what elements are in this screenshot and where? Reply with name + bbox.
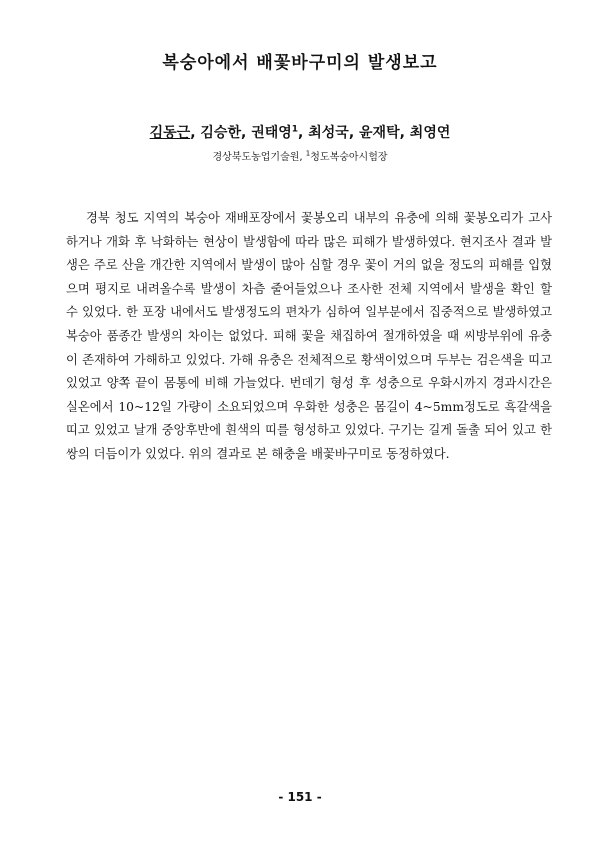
author-name: 윤재탁 — [359, 125, 400, 141]
affiliation-main: 경상북도농업기술원, — [212, 152, 306, 163]
abstract-paragraph: 경북 청도 지역의 복숭아 재배포장에서 꽃봉오리 내부의 유충에 의해 꽃봉오리가 고사하거나 개화 후 낙화하는 현상이 발생함에 따라 많은 피해가 발생하였다. 현지조사 결과 발생은 주로 산을 개간한 지역에서 발생이 많아 심할 경우 꽃이 거의 없을 정도의 피해를 입혔으며 평지로 내려올수록 발생이 차츰 줄어들었으나 조사한 전체 지역에서 발생을 확인 할 수 있었다. 한 포장 내에서도 발생정도의 편차가 심하여 일부분에서 집중적으로 발생하였고 복숭아 품종간 발생의 차이는 없었다. 피해 꽃을 채집하여 절개하였을 때 씨방부위에 유충이 존재하여 가해하고 있었다. 가해 유충은 전체적으로 황색이었으며 두부는 검은색을 띠고 있었고 양쪽 끝이 몸통에 비해 가늘었다. 번데기 형성 후 성충으로 우화시까지 경과시간은 실온에서 10~12일 가량이 소요되었으며 우화한 성충은 몸길이 4~5mm정도로 흑갈색을 띠고 있었고 날개 중앙후반에 흰색의 띠를 형성하고 있었다. 구기는 길게 돌출 되어 있고 한 쌍의 더듬이가 있었다. 위의 결과로 본 해충을 배꽃바구미로 동정하였다. — [66, 211, 552, 461]
author-separator: , — [348, 125, 360, 141]
author-separator: , — [399, 125, 410, 141]
author-separator: , — [190, 125, 201, 141]
author-name: 권태영 — [251, 125, 292, 141]
page-number: - 151 - — [278, 790, 322, 804]
affiliation-mark: 1 — [305, 149, 311, 158]
author-first: 김동근 — [149, 125, 191, 141]
author-list — [0, 122, 600, 142]
author-separator: , — [240, 125, 252, 141]
author-separator: , — [298, 125, 309, 141]
author-name: 김승한 — [200, 125, 241, 141]
author-name: 최영연 — [409, 125, 451, 141]
affiliation-second: 청도복숭아시험장 — [310, 152, 388, 163]
affiliation-line — [0, 148, 600, 163]
author-name: 최성국 — [308, 125, 349, 141]
paper-title: 복숭아에서 배꽃바구미의 발생보고 — [162, 53, 438, 73]
affiliation-mark: 1 — [291, 124, 299, 135]
